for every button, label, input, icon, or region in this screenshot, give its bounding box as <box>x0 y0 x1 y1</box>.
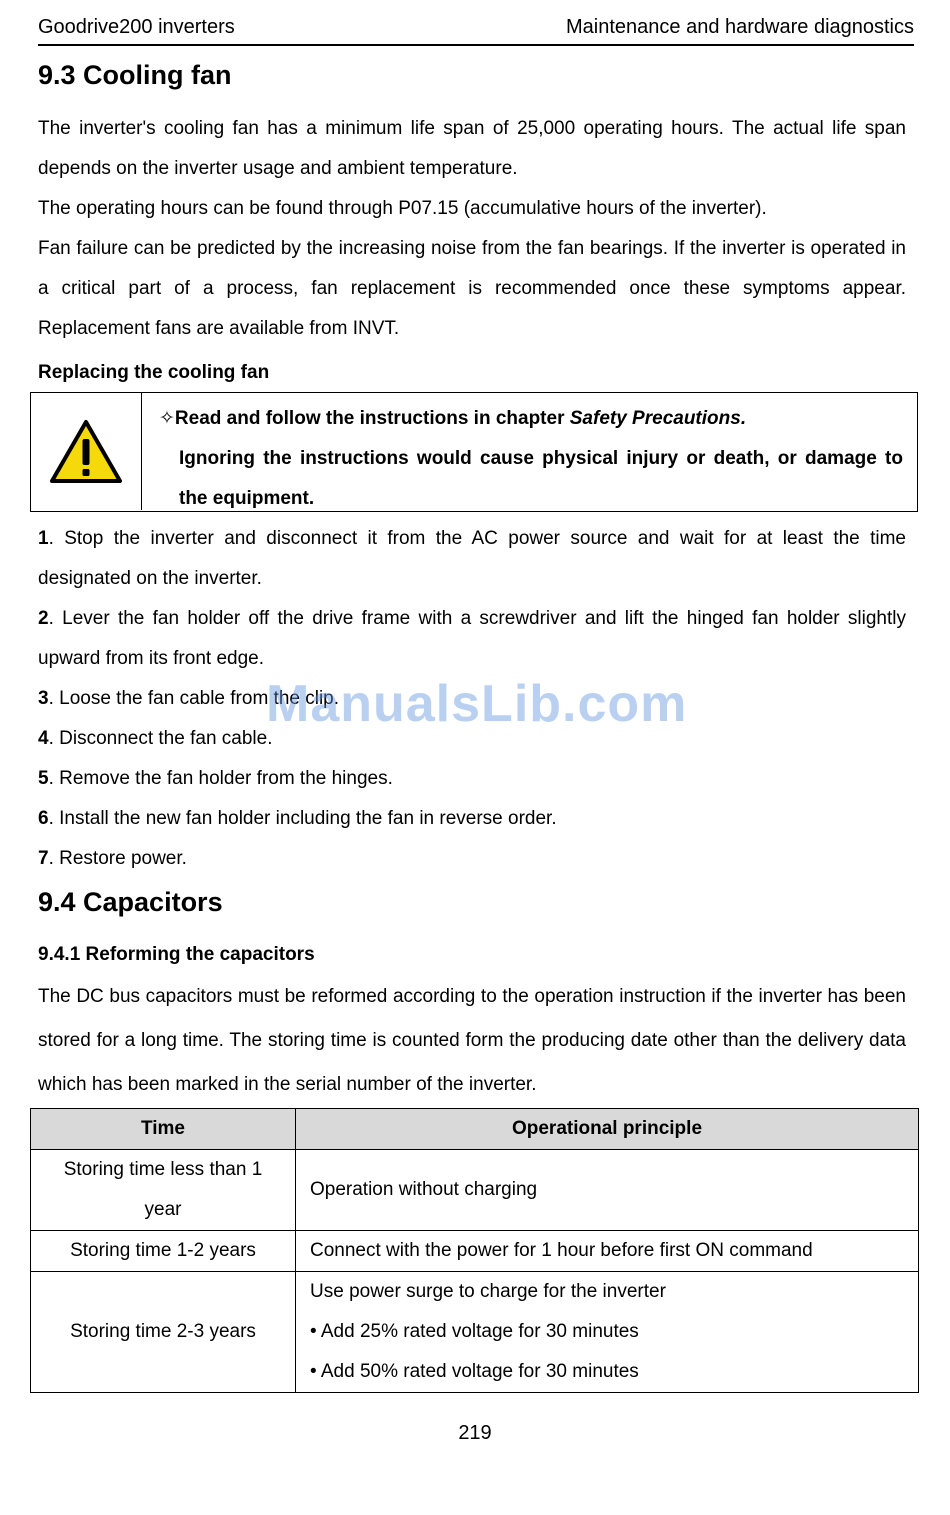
step-text: . Install the new fan holder including the fan in reverse order. <box>48 808 557 829</box>
step-6 <box>38 799 906 839</box>
table-header-row <box>31 1109 919 1150</box>
principle-line: • Add 50% rated voltage for 30 minutes <box>310 1361 639 1382</box>
table-row <box>31 1150 919 1231</box>
watermark-logo[interactable]: ManualsLib.com <box>266 675 688 733</box>
step-number: 7 <box>38 848 49 869</box>
header-chapter-title: Maintenance and hardware diagnostics <box>566 16 914 38</box>
step-text: . Disconnect the fan cable. <box>48 728 273 749</box>
step-number: 4 <box>38 728 49 749</box>
step-1 <box>38 519 906 599</box>
section-title-cooling-fan: 9.3 Cooling fan <box>38 60 232 90</box>
column-header-principle: Operational principle <box>296 1109 919 1150</box>
step-text: . Loose the fan cable from the clip. <box>48 688 340 709</box>
step-number: 6 <box>38 808 49 829</box>
warning-text-after: Ignoring the instructions would cause physical injury or death, or damage to the equipment. <box>179 448 903 509</box>
principle-line: Operation without charging <box>310 1179 538 1200</box>
warning-text <box>159 399 903 519</box>
subheading-reforming-capacitors: 9.4.1 Reforming the capacitors <box>38 944 315 965</box>
step-7 <box>38 839 906 879</box>
cell-principle <box>296 1272 919 1393</box>
cell-principle <box>296 1231 919 1272</box>
step-number: 1 <box>38 528 49 549</box>
step-5 <box>38 759 906 799</box>
warning-icon-cell <box>31 393 142 510</box>
column-header-time: Time <box>31 1109 296 1150</box>
principle-line: Use power surge to charge for the inverter <box>310 1281 666 1302</box>
paragraph-capacitor-reforming: The DC bus capacitors must be reformed according to the operation instruction if the inverter has been stored for a long time. The storing time is counted form the producing date other than the delivery data which has been marked in the serial number of the inverter. <box>38 986 906 1095</box>
cell-principle <box>296 1150 919 1231</box>
warning-diamond-icon: ✧ <box>159 408 175 429</box>
step-number: 3 <box>38 688 49 709</box>
step-text: . Stop the inverter and disconnect it from the AC power source and wait for at least the time designated on the inverter. <box>38 528 906 589</box>
warning-text-before: Read and follow the instructions in chapter <box>174 408 570 429</box>
table-row <box>31 1231 919 1272</box>
principle-line: Connect with the power for 1 hour before first ON command <box>310 1240 813 1261</box>
step-text: . Lever the fan holder off the drive frame with a screwdriver and lift the hinged fan holder slightly upward from its front edge. <box>38 608 906 669</box>
warning-triangle-icon <box>49 419 123 485</box>
section-title-capacitors: 9.4 Capacitors <box>38 887 223 917</box>
header-product-name: Goodrive200 inverters <box>38 16 235 38</box>
step-text: . Remove the fan holder from the hinges. <box>48 768 393 789</box>
principle-line: • Add 25% rated voltage for 30 minutes <box>310 1321 639 1342</box>
paragraph-operating-hours: The operating hours can be found through P07.15 (accumulative hours of the inverter). <box>38 198 767 219</box>
cell-time: Storing time 2-3 years <box>31 1272 296 1393</box>
warning-box <box>30 392 918 512</box>
warning-text-chapter-ref: Safety Precautions. <box>569 408 747 429</box>
step-number: 5 <box>38 768 49 789</box>
page-header <box>38 14 914 46</box>
step-text: . Restore power. <box>48 848 187 869</box>
cell-time: Storing time less than 1 year <box>31 1150 296 1231</box>
page-number: 219 <box>458 1422 492 1444</box>
paragraph-fan-lifespan: The inverter's cooling fan has a minimum life span of 25,000 operating hours. The actual life span depends on the inverter usage and ambient temperature. <box>38 118 906 179</box>
step-number: 2 <box>38 608 49 629</box>
capacitor-storage-table <box>30 1108 919 1393</box>
paragraph-fan-failure: Fan failure can be predicted by the increasing noise from the fan bearings. If the inverter is operated in a critical part of a process, fan replacement is recommended once these symptoms appear. Replacement fans are available from INVT. <box>38 238 906 339</box>
table-row <box>31 1272 919 1393</box>
cell-time: Storing time 1-2 years <box>31 1231 296 1272</box>
subheading-replacing-fan: Replacing the cooling fan <box>38 362 270 383</box>
step-2 <box>38 599 906 679</box>
